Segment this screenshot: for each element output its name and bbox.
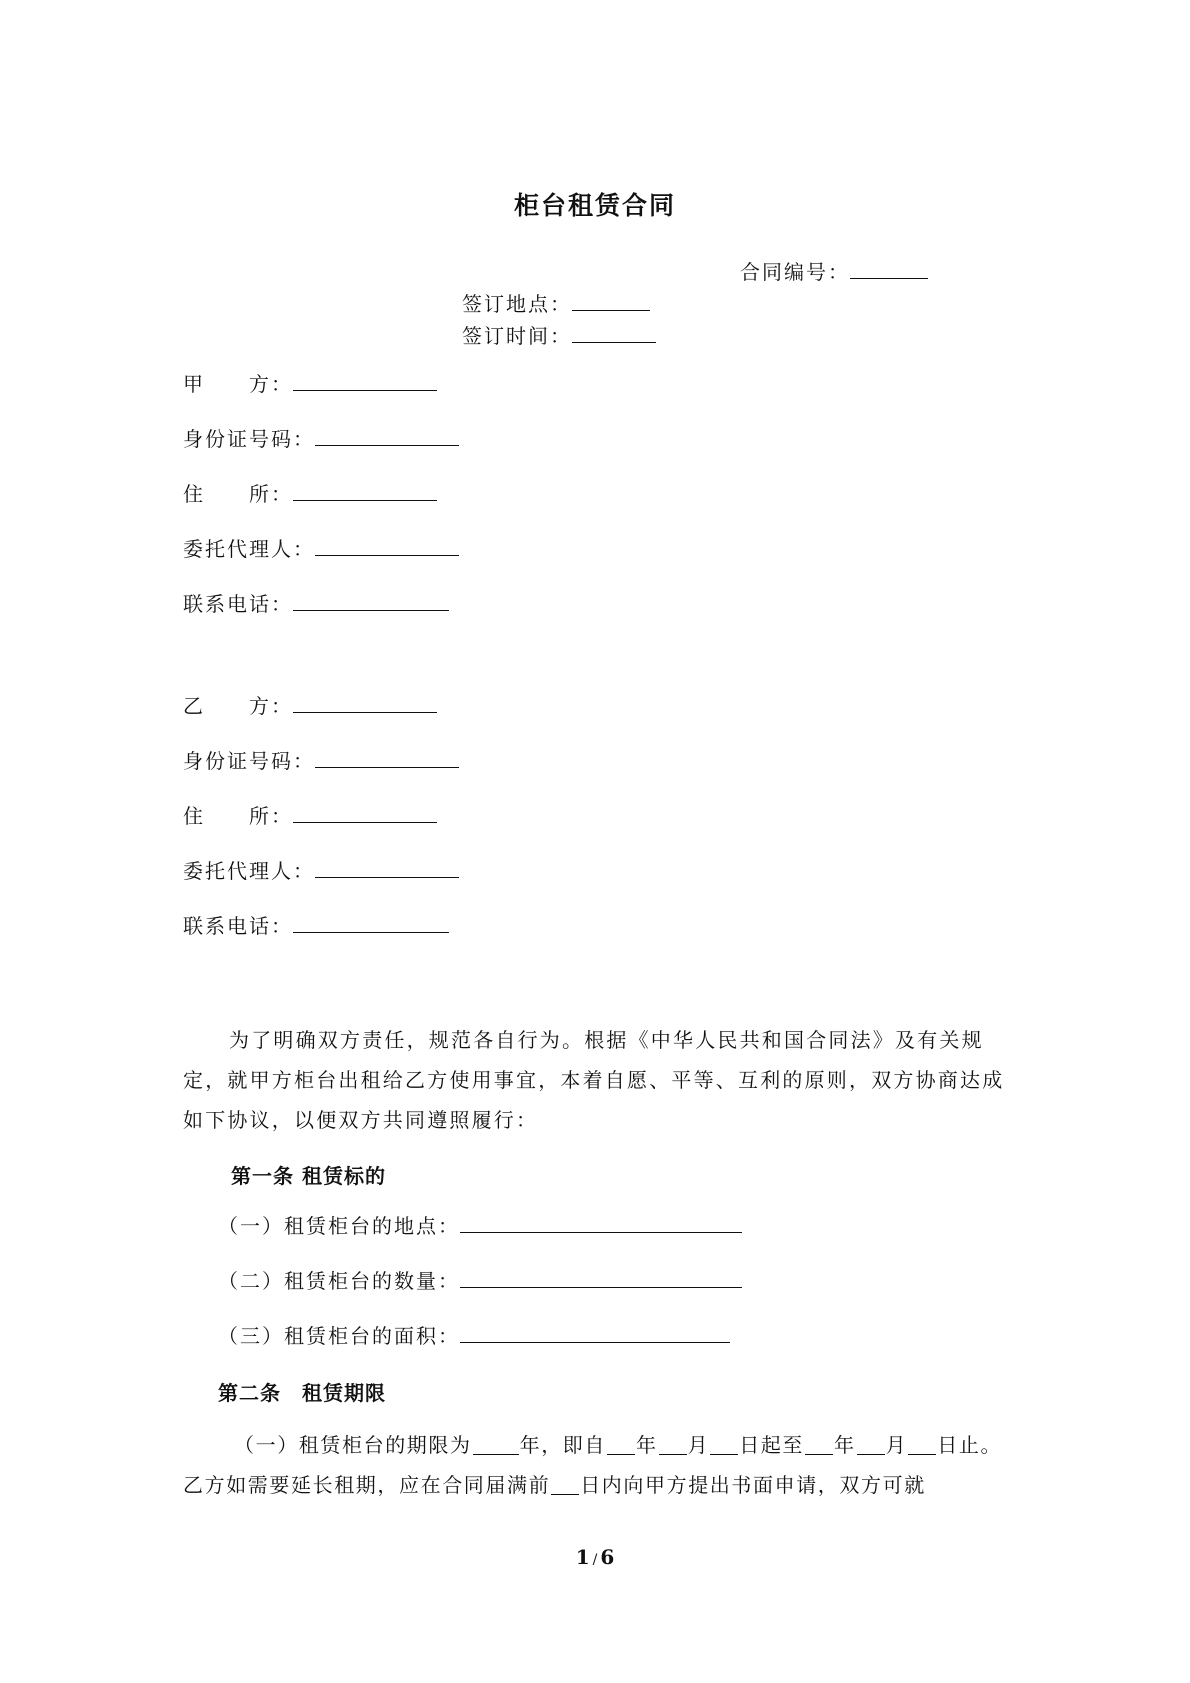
party-a-phone-field[interactable] [293,590,449,611]
party-a-agent-row [183,535,459,563]
current-page: 1 [575,1545,590,1569]
party-b-name-row [183,692,437,720]
term-text-2: 年，即自 [519,1433,607,1457]
party-a-address-field[interactable] [293,480,437,501]
article-1-item-2-label: （二）租赁柜台的数量： [218,1269,460,1293]
article-1-item-1 [218,1212,742,1240]
term-text-4: 月 [687,1433,710,1457]
contract-number-field[interactable] [850,258,928,279]
party-a-agent-label: 委托代理人： [183,537,315,561]
contract-number-row [740,258,928,286]
party-b-phone-row [183,912,449,940]
party-a-name-label: 甲 方： [183,372,293,396]
party-a-id-row [183,425,459,453]
term-text-8: 日止。 [937,1433,1003,1457]
sign-place-row [462,290,650,318]
sign-place-field[interactable] [572,290,650,311]
term-years-blank[interactable] [473,1436,519,1455]
start-day-blank[interactable] [710,1436,738,1455]
article-1-item-3 [218,1322,730,1350]
article-1-heading: 第一条 租赁标的 [231,1164,386,1188]
term-text-5: 日起至 [739,1433,805,1457]
party-b-agent-label: 委托代理人： [183,859,315,883]
sign-time-label: 签订时间： [462,324,572,348]
party-a-name-row [183,370,437,398]
sign-time-field[interactable] [572,322,656,343]
end-year-blank[interactable] [805,1436,833,1455]
party-b-address-field[interactable] [293,802,437,823]
start-year-blank[interactable] [607,1436,635,1455]
party-b-phone-label: 联系电话： [183,914,293,938]
party-b-id-field[interactable] [315,747,459,768]
end-month-blank[interactable] [857,1436,885,1455]
total-pages: 6 [600,1545,615,1569]
contract-number-label: 合同编号： [740,260,850,284]
article-1-item-3-field[interactable] [460,1322,730,1343]
party-b-agent-field[interactable] [315,857,459,878]
party-a-id-field[interactable] [315,425,459,446]
party-a-phone-label: 联系电话： [183,592,293,616]
term-text-6: 年 [834,1433,856,1457]
renewal-days-blank[interactable] [551,1476,579,1495]
party-a-id-label: 身份证号码： [183,427,315,451]
article-1-item-1-label: （一）租赁柜台的地点： [218,1214,460,1238]
term-text-1: （一）租赁柜台的期限为 [234,1433,472,1457]
start-month-blank[interactable] [659,1436,687,1455]
sign-time-row [462,322,656,350]
renewal-text-1: 乙方如需要延长租期，应在合同届满前 [183,1473,551,1497]
page-number [0,1545,1190,1569]
party-a-name-field[interactable] [293,370,437,391]
party-b-id-row [183,747,459,775]
party-a-agent-field[interactable] [315,535,459,556]
term-text-7: 月 [885,1433,908,1457]
article-2-line-2 [183,1471,926,1499]
page-separator: / [592,1552,598,1568]
party-b-name-label: 乙 方： [183,694,293,718]
article-1-item-2-field[interactable] [460,1267,742,1288]
article-2-heading: 第二条 租赁期限 [218,1381,386,1405]
party-b-address-row [183,802,437,830]
article-1-item-3-label: （三）租赁柜台的面积： [218,1324,460,1348]
article-1-item-2 [218,1267,742,1295]
preamble-paragraph [183,1020,1013,1140]
sign-place-label: 签订地点： [462,292,572,316]
renewal-text-2: 日内向甲方提出书面申请，双方可就 [580,1473,926,1497]
document-title: 柜台租赁合同 [513,191,676,220]
end-day-blank[interactable] [908,1436,936,1455]
party-a-address-label: 住 所： [183,482,293,506]
party-a-address-row [183,480,437,508]
preamble-text: 为了明确双方责任，规范各自行为。根据《中华人民共和国合同法》及有关规定，就甲方柜台出租给乙方使用事宜，本着自愿、平等、互利的原则，双方协商达成如下协议，以便双方共同遵照履行： [183,1028,1005,1132]
party-a-phone-row [183,590,449,618]
party-b-id-label: 身份证号码： [183,749,315,773]
party-b-address-label: 住 所： [183,804,293,828]
party-b-phone-field[interactable] [293,912,449,933]
article-2-line-1 [234,1431,1002,1459]
term-text-3: 年 [636,1433,658,1457]
party-b-name-field[interactable] [293,692,437,713]
article-1-item-1-field[interactable] [460,1212,742,1233]
party-b-agent-row [183,857,459,885]
